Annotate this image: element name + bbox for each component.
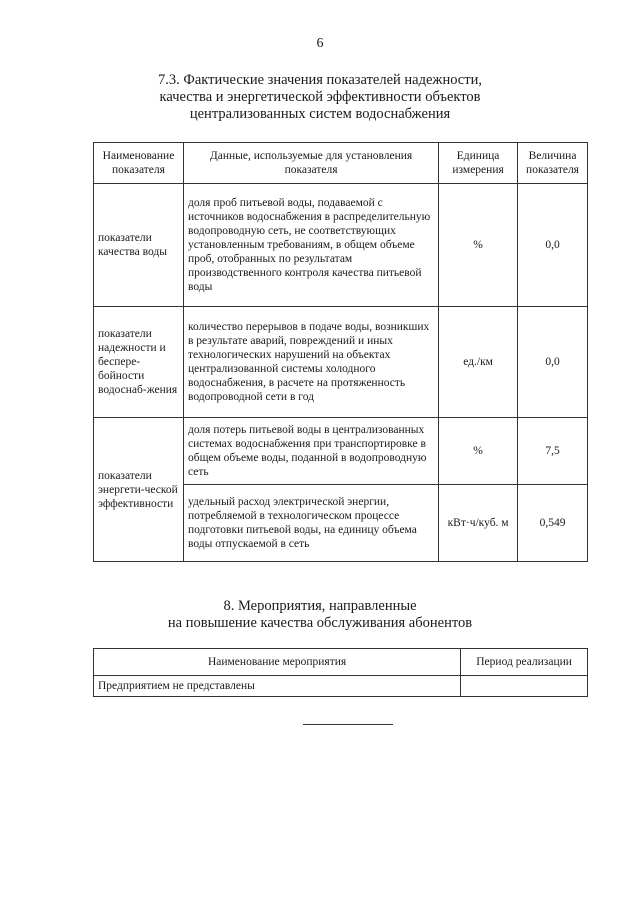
indicator-data: удельный расход электрической энергии, потребляемой в технологическом процессе подготовки питьевой воды, на единицу объема воды отпускаемой в сеть	[183, 485, 438, 562]
title-line: на повышение качества обслуживания абонентов	[167, 615, 473, 631]
measures-table	[93, 648, 588, 697]
indicator-value: 0,0	[518, 307, 588, 418]
indicator-name: показатели энергети-ческой эффективности	[94, 418, 184, 562]
indicator-value: 0,549	[518, 485, 588, 562]
page-number: 6	[316, 36, 324, 51]
table-row	[94, 184, 588, 307]
indicator-unit: %	[439, 184, 518, 307]
section-7-3-title	[0, 72, 640, 123]
section-8-title	[0, 598, 640, 632]
indicator-name: показатели надежности и беспере-бойности водоснаб-жения	[94, 307, 184, 418]
header-name: Наименование показателя	[94, 143, 184, 184]
measure-name: Предприятием не представлены	[94, 676, 461, 697]
table-row	[94, 418, 588, 485]
indicator-data: доля проб питьевой воды, подаваемой с источников водоснабжения в распределительную водопроводную сеть, не соответствующих установленным требованиям, в общем объеме проб, отобранных по результатам производственного контроля качества питьевой воды	[183, 184, 438, 307]
indicator-unit: %	[439, 418, 518, 485]
indicator-value: 0,0	[518, 184, 588, 307]
indicators-table	[93, 142, 588, 562]
indicator-unit: кВт·ч/куб. м	[439, 485, 518, 562]
table-header-row	[94, 143, 588, 184]
indicator-data: количество перерывов в подаче воды, возникших в результате аварий, повреждений и иных технологических нарушений на объектах централизованной системы холодного водоснабжения, в расчете на протяженность водопроводной сети в год	[183, 307, 438, 418]
indicator-data: доля потерь питьевой воды в централизованных системах водоснабжения при транспортировке в общем объеме воды, поданной в водопроводную сеть	[183, 418, 438, 485]
indicator-name: показатели качества воды	[94, 184, 184, 307]
indicator-value: 7,5	[518, 418, 588, 485]
indicator-unit: ед./км	[439, 307, 518, 418]
end-separator-line	[303, 724, 393, 725]
table-row	[94, 307, 588, 418]
header-value: Величина показателя	[518, 143, 588, 184]
title-line: качества и энергетической эффективности объектов	[159, 89, 481, 105]
table-header-row	[94, 649, 588, 676]
header-period: Период реализации	[461, 649, 588, 676]
header-unit: Единица измерения	[439, 143, 518, 184]
title-line: 8. Мероприятия, направленные	[223, 598, 417, 614]
measure-period	[461, 676, 588, 697]
header-data: Данные, используемые для установления показателя	[183, 143, 438, 184]
table-row	[94, 676, 588, 697]
title-line: 7.3. Фактические значения показателей надежности,	[158, 72, 482, 88]
title-line: централизованных систем водоснабжения	[189, 106, 451, 122]
header-measure: Наименование мероприятия	[94, 649, 461, 676]
